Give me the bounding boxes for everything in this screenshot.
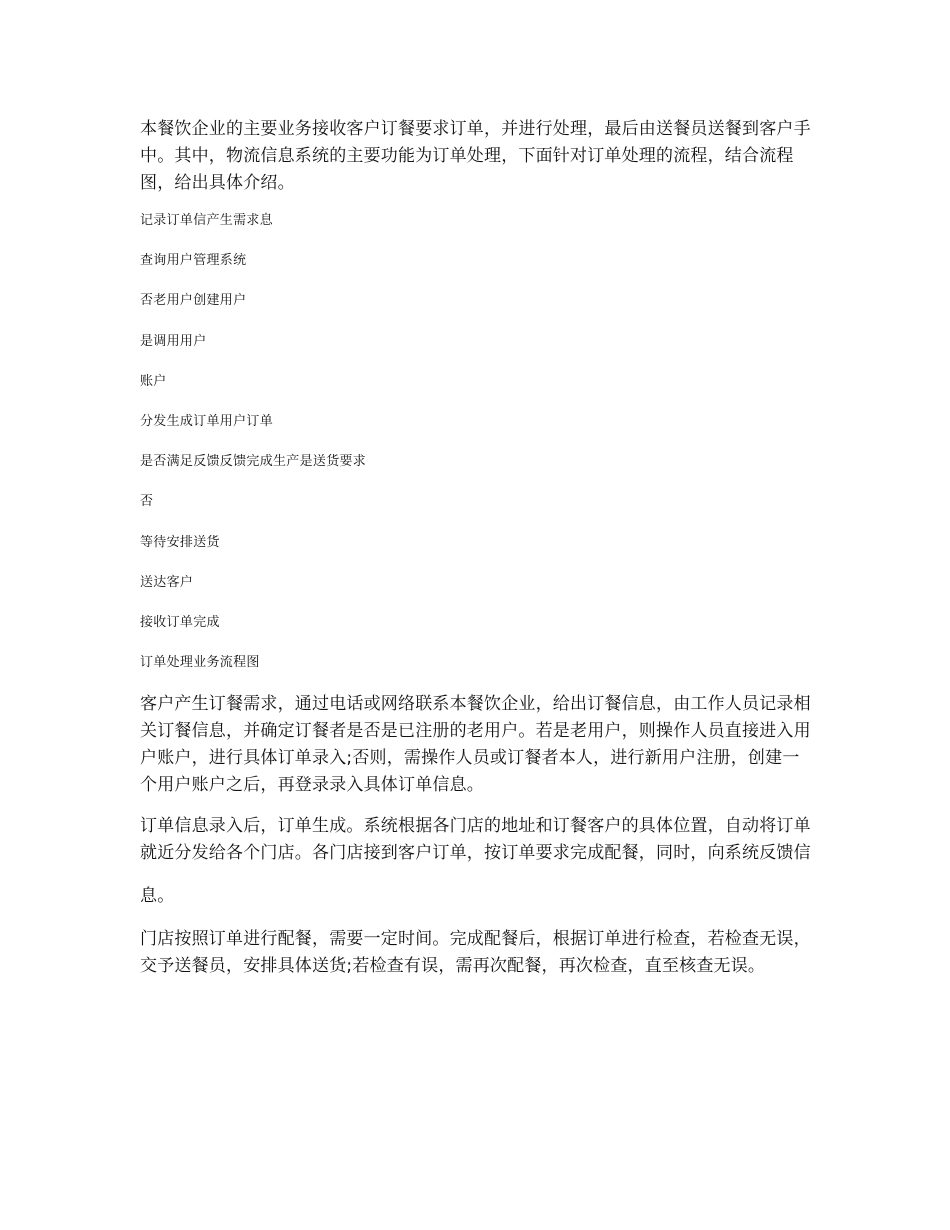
flowchart-line: 是调用用户 xyxy=(140,333,207,349)
document-content xyxy=(140,116,815,980)
body-paragraph-process: 客户产生订餐需求，通过电话或网络联系本餐饮企业，给出订餐信息，由工作人员记录相关订餐信息，并确定订餐者是否是已注册的老用户。若是老用户，则操作人员直接进入用户账户，进行具体订单录入;否则，需操作人员或订餐者本人，进行新用户注册，创建一个用户账户之后，再登录录入具体订单信息。 xyxy=(140,694,811,796)
flowchart-text-list xyxy=(140,211,815,673)
flowchart-line: 否老用户创建用户 xyxy=(140,293,247,309)
flowchart-line: 送达客户 xyxy=(140,574,194,590)
flowchart-line: 接收订单完成 xyxy=(140,614,220,630)
flowchart-line: 否 xyxy=(140,494,154,510)
flowchart-line: 账户 xyxy=(140,373,167,389)
flowchart-line: 是否满足反馈反馈完成生产是送货要求 xyxy=(140,454,367,470)
body-paragraph-continuation: 息。 xyxy=(140,886,175,907)
flowchart-line: 等待安排送货 xyxy=(140,534,220,550)
body-paragraph-dispatch: 订单信息录入后，订单生成。系统根据各门店的地址和订餐客户的具体位置，自动将订单就近分发给各个门店。各门店接到客户订单，按订单要求完成配餐，同时，向系统反馈信 xyxy=(140,816,811,864)
flowchart-line: 查询用户管理系统 xyxy=(140,253,247,269)
flowchart-caption: 订单处理业务流程图 xyxy=(140,655,260,671)
body-paragraph-check: 门店按照订单进行配餐，需要一定时间。完成配餐后，根据订单进行检查，若检查无误，交予送餐员，安排具体送货;若检查有误，需再次配餐，再次检查，直至核查无误。 xyxy=(140,929,811,977)
intro-paragraph: 本餐饮企业的主要业务接收客户订餐要求订单，并进行处理，最后由送餐员送餐到客户手中。其中，物流信息系统的主要功能为订单处理，下面针对订单处理的流程，结合流程图，给出具体介绍。 xyxy=(140,119,811,193)
flowchart-line: 记录订单信产生需求息 xyxy=(140,213,274,228)
flowchart-line: 分发生成订单用户订单 xyxy=(140,413,274,429)
